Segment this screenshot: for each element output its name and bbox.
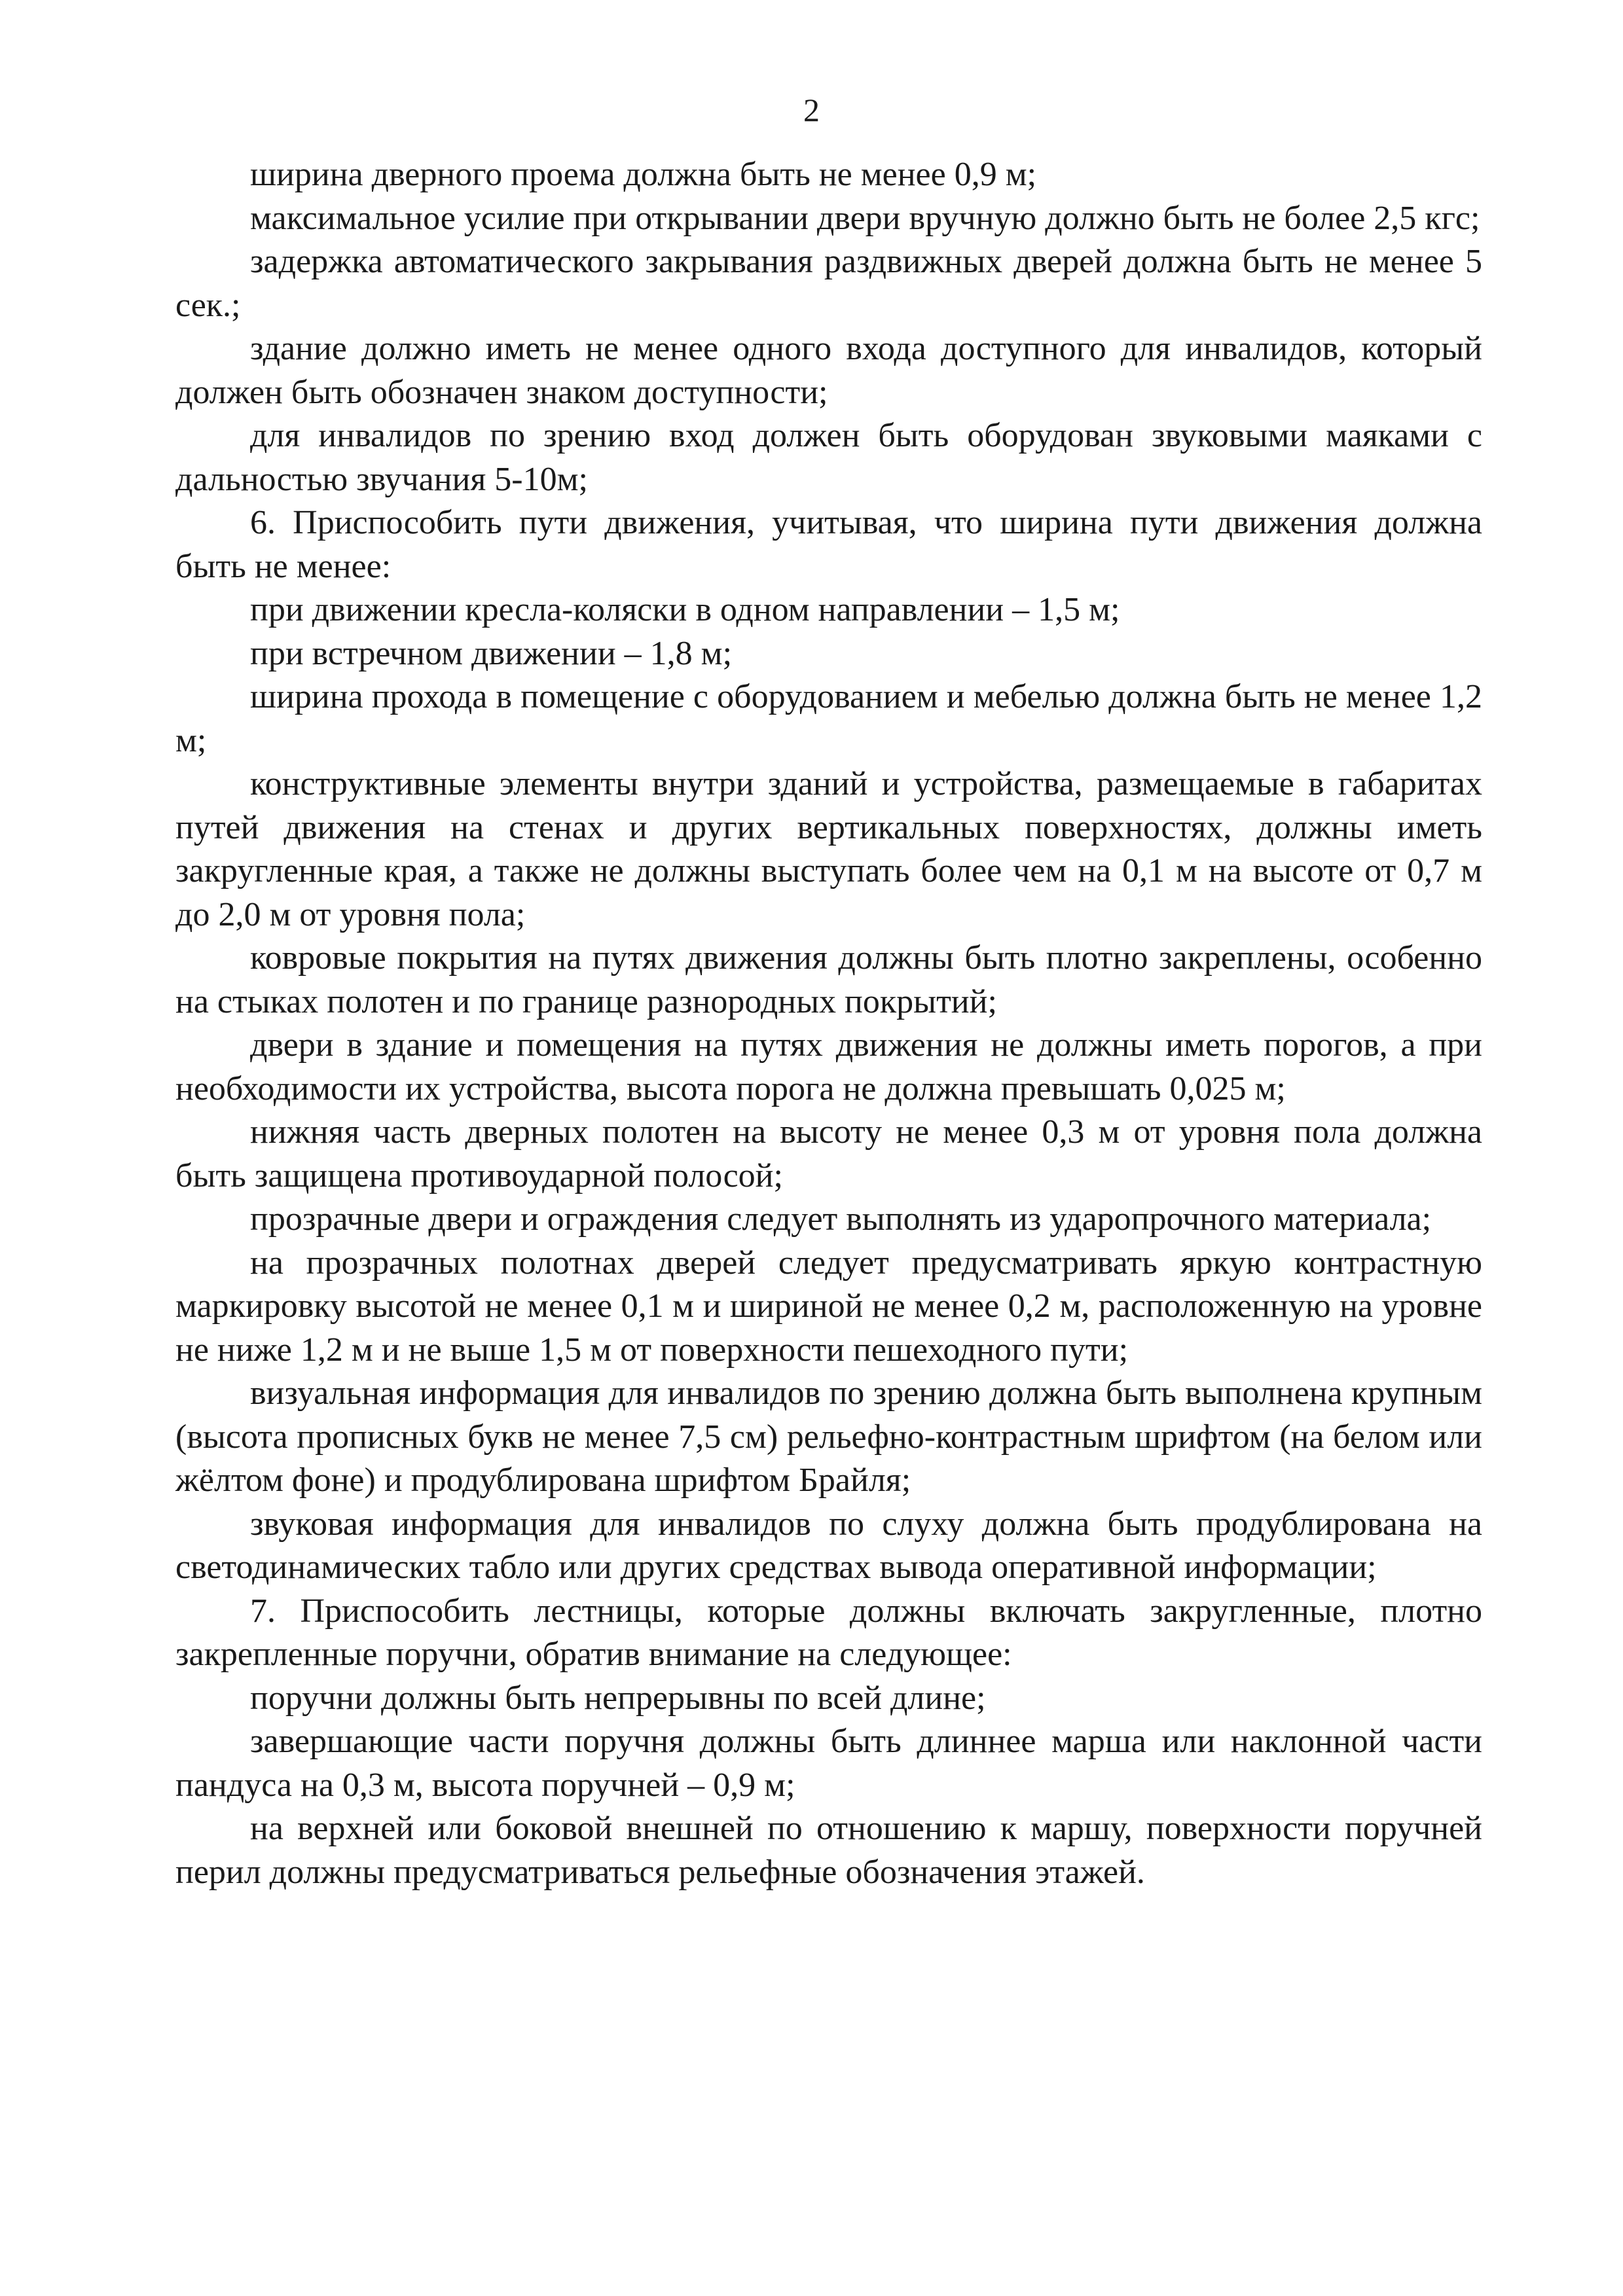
section-paragraph-7: 7. Приспособить лестницы, которые должны включать закругленные, плотно закрепленные поручни, обратив внимание на следующее: <box>175 1592 1482 1673</box>
paragraph: визуальная информация для инвалидов по зрению должна быть выполнена крупным (высота прописных букв не менее 7,5 см) рельефно-контрастным шрифтом (на белом или жёлтом фоне) и продублирована шрифтом Брайля; <box>175 1374 1482 1499</box>
paragraph: звуковая информация для инвалидов по слуху должна быть продублирована на светодинамических табло или других средствах вывода оперативной информации; <box>175 1505 1482 1586</box>
paragraph: для инвалидов по зрению вход должен быть оборудован звуковыми маяками с дальностью звучания 5-10м; <box>175 417 1482 498</box>
paragraph: при встречном движении – 1,8 м; <box>250 634 733 672</box>
paragraph: ширина прохода в помещение с оборудованием и мебелью должна быть не менее 1,2 м; <box>175 678 1482 759</box>
page-number: 2 <box>803 92 820 128</box>
paragraph: при движении кресла-коляски в одном направлении – 1,5 м; <box>250 591 1120 628</box>
paragraph: завершающие части поручня должны быть длиннее марша или наклонной части пандуса на 0,3 м, высота поручней – 0,9 м; <box>175 1723 1482 1804</box>
paragraph: максимальное усилие при открывании двери вручную должно быть не более 2,5 кгс; <box>250 199 1480 237</box>
paragraph: конструктивные элементы внутри зданий и устройства, размещаемые в габаритах путей движения на стенах и других вертикальных поверхностях, должны иметь закругленные края, а также не должны выступать более чем на 0,1 м на высоте от 0,7 м до 2,0 м от уровня пола; <box>175 765 1482 933</box>
paragraph: на прозрачных полотнах дверей следует предусматривать яркую контрастную маркировку высотой не менее 0,1 м и шириной не менее 0,2 м, расположенную на уровне не ниже 1,2 м и не выше 1,5 м от поверхности пешеходного пути; <box>175 1244 1482 1369</box>
section-paragraph-6: 6. Приспособить пути движения, учитывая, что ширина пути движения должна быть не менее: <box>175 504 1482 585</box>
paragraph: здание должно иметь не менее одного входа доступного для инвалидов, который должен быть обозначен знаком доступности; <box>175 330 1482 411</box>
paragraph: ширина дверного проема должна быть не менее 0,9 м; <box>250 156 1037 193</box>
paragraph: задержка автоматического закрывания раздвижных дверей должна быть не менее 5 сек.; <box>175 243 1482 324</box>
paragraph: двери в здание и помещения на путях движения не должны иметь порогов, а при необходимости их устройства, высота порога не должна превышать 0,025 м; <box>175 1026 1482 1107</box>
paragraph: ковровые покрытия на путях движения должны быть плотно закреплены, особенно на стыках полотен и по границе разнородных покрытий; <box>175 939 1482 1020</box>
paragraph: нижняя часть дверных полотен на высоту не менее 0,3 м от уровня пола должна быть защищена противоударной полосой; <box>175 1113 1482 1194</box>
paragraph: на верхней или боковой внешней по отношению к маршу, поверхности поручней перил должны предусматриваться рельефные обозначения этажей. <box>175 1810 1482 1891</box>
paragraph: прозрачные двери и ограждения следует выполнять из ударопрочного материала; <box>250 1200 1432 1238</box>
document-body <box>175 153 1482 1894</box>
paragraph: поручни должны быть непрерывны по всей длине; <box>250 1679 986 1717</box>
